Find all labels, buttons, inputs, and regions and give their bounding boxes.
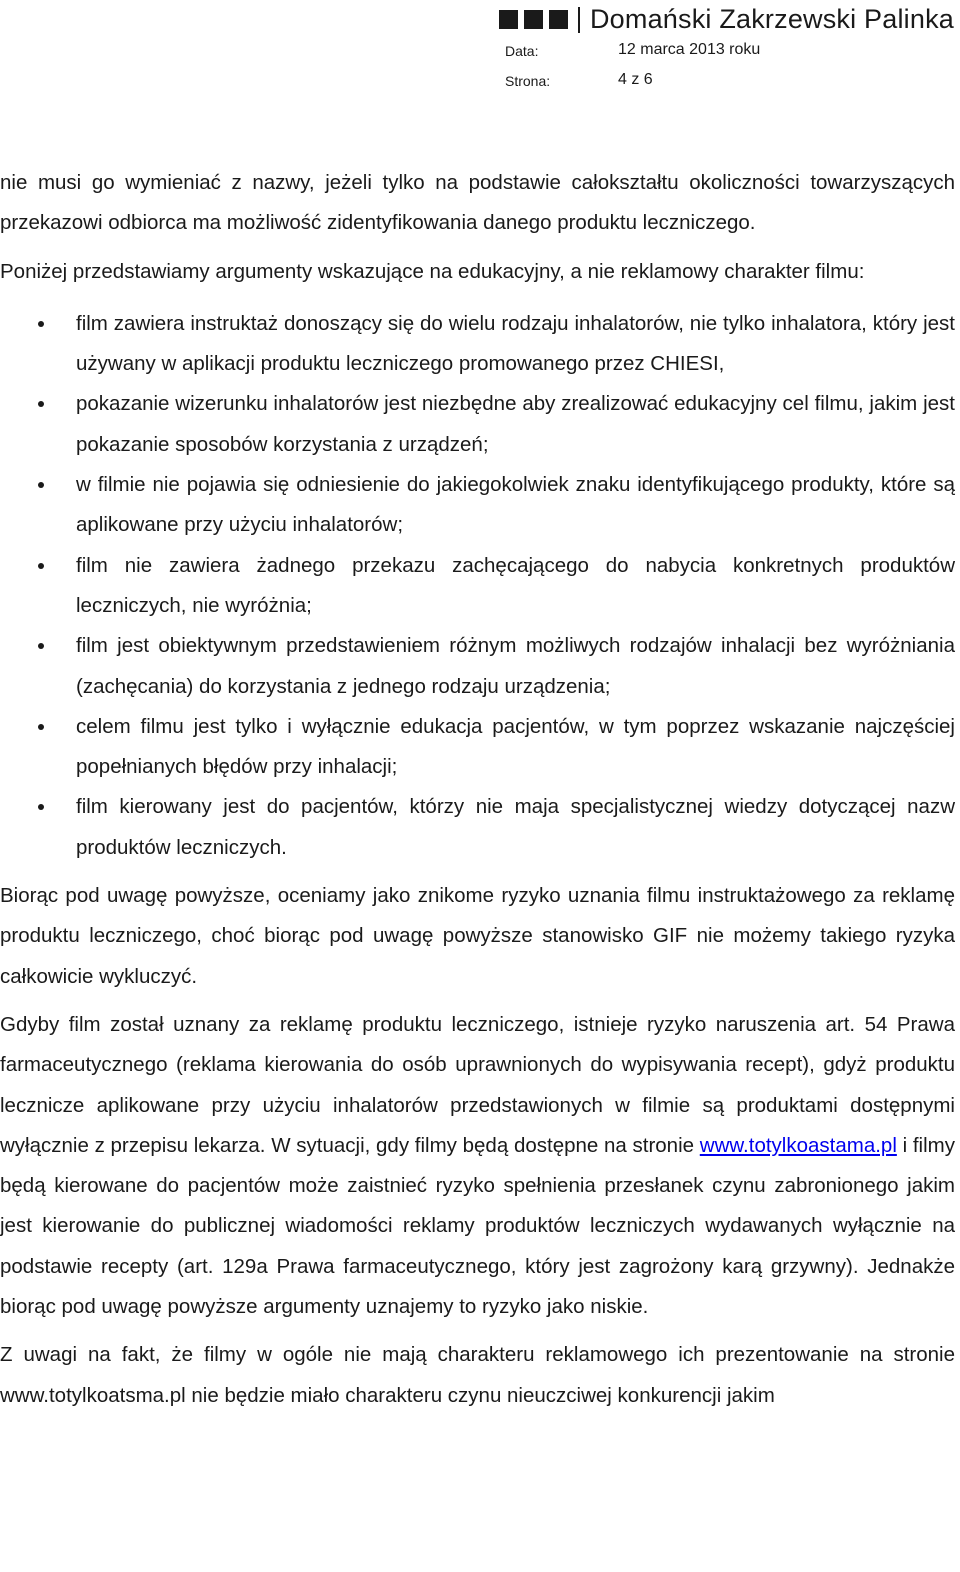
page-number: 4 z 6 (618, 71, 653, 88)
list-item: pokazanie wizerunku inhalatorów jest niezbędne aby zrealizować edukacyjny cel filmu, jakim jest pokazanie sposobów korzystania z urządzeń; (0, 384, 955, 465)
list-item: celem filmu jest tylko i wyłącznie edukacja pacjentów, w tym poprzez wskazanie najczęściej popełnianych błędów przy inhalacji; (0, 707, 955, 788)
paragraph-4-text-a: Gdyby film został uznany za reklamę produktu leczniczego, istnieje ryzyko naruszenia art. 54 Prawa farmaceutycznego (reklama kierowania do osób uprawnionych do wypisywania recept), gdyż produktu lecznicze aplikowane przy użyciu inhalatorów przedstawionych w filmie są produktami dostępnymi wyłącznie z przepisu lekarza. W sytuacji, gdy filmy będą dostępne na stronie (0, 1012, 955, 1157)
paragraph-5: Z uwagi na fakt, że filmy w ogóle nie mają charakteru reklamowego ich prezentowanie na stronie www.totylkoatsma.pl nie będzie miało charakteru czynu nieuczciwej konkurencji jakim (0, 1343, 955, 1407)
date-value: 12 marca 2013 roku (618, 41, 761, 58)
logo-divider (578, 7, 580, 33)
argument-list (0, 304, 955, 868)
list-item: film kierowany jest do pacjentów, którzy nie maja specjalistycznej wiedzy dotyczącej nazw produktów leczniczych. (0, 787, 955, 868)
paragraph-4 (0, 1005, 955, 1327)
page-header (0, 0, 960, 100)
paragraph-2: Poniżej przedstawiamy argumenty wskazujące na edukacyjny, a nie reklamowy charakter filmu: (0, 259, 865, 283)
page-label: Strona: (505, 73, 551, 89)
firm-name: Domański Zakrzewski Palinka (589, 4, 954, 34)
list-item: w filmie nie pojawia się odniesienie do jakiegokolwiek znaku identyfikującego produkty, które są aplikowane przy użyciu inhalatorów; (0, 465, 955, 546)
logo-square-2 (524, 10, 543, 29)
list-item: film zawiera instruktaż donoszący się do wielu rodzaju inhalatorów, nie tylko inhalatora, który jest używany w aplikacji produktu leczniczego promowanego przez CHIESI, (0, 304, 955, 385)
list-item: film nie zawiera żadnego przekazu zachęcającego do nabycia konkretnych produktów leczniczych, nie wyróżnia; (0, 546, 955, 627)
document-body (0, 163, 955, 1416)
list-item: film jest obiektywnym przedstawieniem różnym możliwych rodzajów inhalacji bez wyróżniania (zachęcania) do korzystania z jednego rodzaju urządzenia; (0, 626, 955, 707)
paragraph-4-text-b: i filmy będą kierowane do pacjentów może zaistnieć ryzyko spełnienia przesłanek czynu zabronionego jakim jest kierowanie do publicznej wiadomości reklamy produktów leczniczych wydawanych wyłącznie na podstawie recepty (art. 129a Prawa farmaceutycznego, który jest zagrożony karą grzywny). Jednakże biorąc pod uwagę powyższe argumenty uznajemy to ryzyko jako niskie. (0, 1133, 955, 1319)
logo-square-3 (549, 10, 568, 29)
date-label: Data: (505, 43, 539, 59)
logo-square-1 (499, 10, 518, 29)
website-link[interactable]: www.totylkoastama.pl (699, 1133, 897, 1157)
paragraph-1: nie musi go wymieniać z nazwy, jeżeli tylko na podstawie całokształtu okoliczności towarzyszących przekazowi odbiorca ma możliwość zidentyfikowania danego produktu leczniczego. (0, 171, 955, 235)
firm-logo (499, 4, 954, 35)
paragraph-3: Biorąc pod uwagę powyższe, oceniamy jako znikome ryzyko uznania filmu instruktażowego za reklamę produktu leczniczego, choć biorąc pod uwagę powyższe stanowisko GIF nie możemy takiego ryzyka całkowicie wykluczyć. (0, 884, 955, 988)
